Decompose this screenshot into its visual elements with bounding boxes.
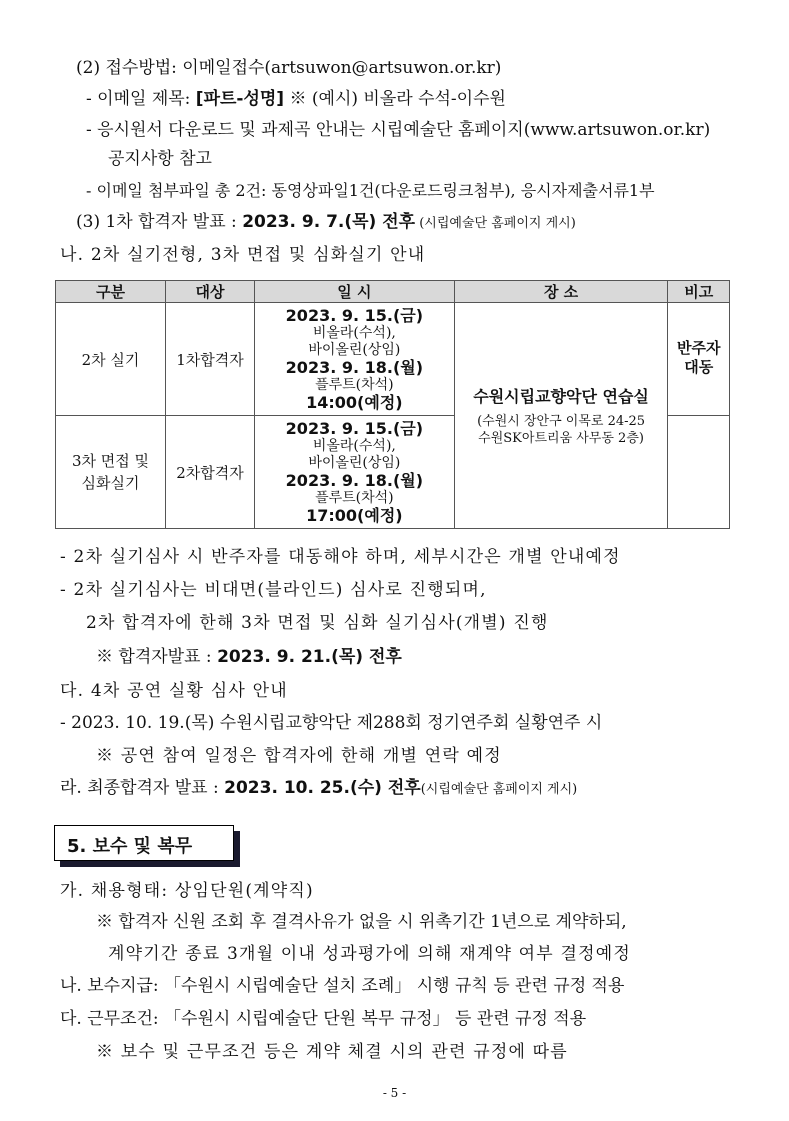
row1-target: 1차합격자 <box>165 303 254 416</box>
row2-note <box>668 416 730 529</box>
row1-time: 14:00(예정) <box>306 392 403 412</box>
schedule-table <box>55 280 730 529</box>
place-address-2: 수원SK아트리움 사무동 2층) <box>478 431 644 446</box>
final-results-line <box>60 777 577 801</box>
email-subject-label: - 이메일 제목: <box>86 89 196 109</box>
row1-date1-part1: 비올라(수석), <box>312 324 396 341</box>
table-header-row <box>56 281 730 303</box>
row1-date1: 2023. 9. 15.(금) <box>285 305 424 325</box>
row2-category-2: 심화실기 <box>81 474 140 492</box>
table-row <box>56 303 730 416</box>
row1-datetime <box>255 303 455 416</box>
row2-category-1: 3차 면접 및 <box>71 452 149 470</box>
concert-audition-note: - 2023. 10. 19.(목) 수원시립교향악단 제288회 정기연주회 실황연주 시 <box>60 713 603 733</box>
header-note: 비고 <box>668 281 730 303</box>
row2-category <box>56 416 166 529</box>
second-results-date: 2023. 9. 21.(목) 전후 <box>217 647 402 667</box>
final-results-date: 2023. 10. 25.(수) 전후 <box>224 778 421 798</box>
note-line-1: 반주자 <box>677 339 721 357</box>
header-target: 대상 <box>165 281 254 303</box>
note-cell <box>668 303 730 416</box>
first-results-label: (3) 1차 합격자 발표 : <box>76 212 243 232</box>
email-subject-example: ※ (예시) 비올라 수석-이수원 <box>284 89 506 109</box>
note-line-2: 대동 <box>684 358 714 376</box>
section-5-heading-box <box>54 825 234 861</box>
row2-time: 17:00(예정) <box>306 505 403 525</box>
row2-target: 2차합격자 <box>165 416 254 529</box>
row2-datetime <box>255 416 455 529</box>
conditions-note: ※ 보수 및 근무조건 등은 계약 체결 시의 관련 규정에 따름 <box>96 1042 568 1062</box>
row2-date2: 2023. 9. 18.(월) <box>285 470 424 490</box>
email-attachments: - 이메일 첨부파일 총 2건: 동영상파일1건(다운로드링크첨부), 응시자제출서류1부 <box>86 181 655 200</box>
email-subject-line <box>86 88 506 110</box>
working-conditions: 다. 근무조건: 「수원시 시립예술단 단원 복무 규정」 등 관련 규정 적용 <box>60 1009 587 1029</box>
blind-audition-note: - 2차 실기심사는 비대면(블라인드) 심사로 진행되며, <box>60 580 487 600</box>
row2-date1: 2023. 9. 15.(금) <box>285 418 424 438</box>
header-place: 장 소 <box>454 281 668 303</box>
email-subject-format: [파트-성명] <box>195 89 285 109</box>
row1-date2: 2023. 9. 18.(월) <box>285 357 424 377</box>
row2-date2-part: 플루트(차석) <box>315 489 394 506</box>
concert-contact-note: ※ 공연 참여 일정은 합격자에 한해 개별 연락 예정 <box>96 746 502 766</box>
section-5-title: 5. 보수 및 복무 <box>67 836 193 857</box>
place-cell <box>454 303 668 529</box>
second-results-line <box>96 646 402 668</box>
third-round-note: 2차 합격자에 한해 3차 면접 및 심화 실기심사(개별) 진행 <box>86 613 549 633</box>
heading-na: 나. 2차 실기전형, 3차 면접 및 심화실기 안내 <box>60 245 426 265</box>
first-results-date: 2023. 9. 7.(목) 전후 <box>242 212 416 232</box>
contract-note-2: 계약기간 종료 3개월 이내 성과평가에 의해 재계약 여부 결정예정 <box>108 944 632 964</box>
second-results-label: ※ 합격자발표 : <box>96 647 218 667</box>
final-results-label: 라. 최종합격자 발표 : <box>60 778 225 798</box>
place-name: 수원시립교향악단 연습실 <box>473 387 649 406</box>
row1-date1-part2: 바이올린(상임) <box>308 341 401 358</box>
header-category: 구분 <box>56 281 166 303</box>
contract-note-1: ※ 합격자 신원 조회 후 결격사유가 없을 시 위촉기간 1년으로 계약하되, <box>96 912 627 932</box>
page-number: - 5 - <box>382 1086 407 1100</box>
pay-rule: 나. 보수지급: 「수원시 시립예술단 설치 조례」 시행 규칙 등 관련 규정 적용 <box>60 976 625 996</box>
notice-reference: 공지사항 참고 <box>108 149 212 169</box>
row2-date1-part2: 바이올린(상임) <box>308 454 401 471</box>
row1-date2-part: 플루트(차석) <box>315 376 394 393</box>
final-results-note: (시립예술단 홈페이지 게시) <box>420 782 578 797</box>
header-datetime: 일 시 <box>255 281 455 303</box>
accompanist-note: - 2차 실기심사 시 반주자를 대동해야 하며, 세부시간은 개별 안내예정 <box>60 547 621 567</box>
row2-date1-part1: 비올라(수석), <box>312 437 396 454</box>
employment-type: 가. 채용형태: 상임단원(계약직) <box>60 881 314 901</box>
application-download-info: - 응시원서 다운로드 및 과제곡 안내는 시립예술단 홈페이지(www.artsuwon.or.kr) <box>86 120 711 140</box>
first-results-note: (시립예술단 홈페이지 게시) <box>415 216 576 231</box>
first-results-line <box>76 211 576 235</box>
reception-method: (2) 접수방법: 이메일접수(artsuwon@artsuwon.or.kr) <box>76 58 502 78</box>
place-address-1: (수원시 장안구 이목로 24-25 <box>477 414 646 429</box>
heading-da: 다. 4차 공연 실황 심사 안내 <box>60 681 288 701</box>
row1-category: 2차 실기 <box>56 303 166 416</box>
